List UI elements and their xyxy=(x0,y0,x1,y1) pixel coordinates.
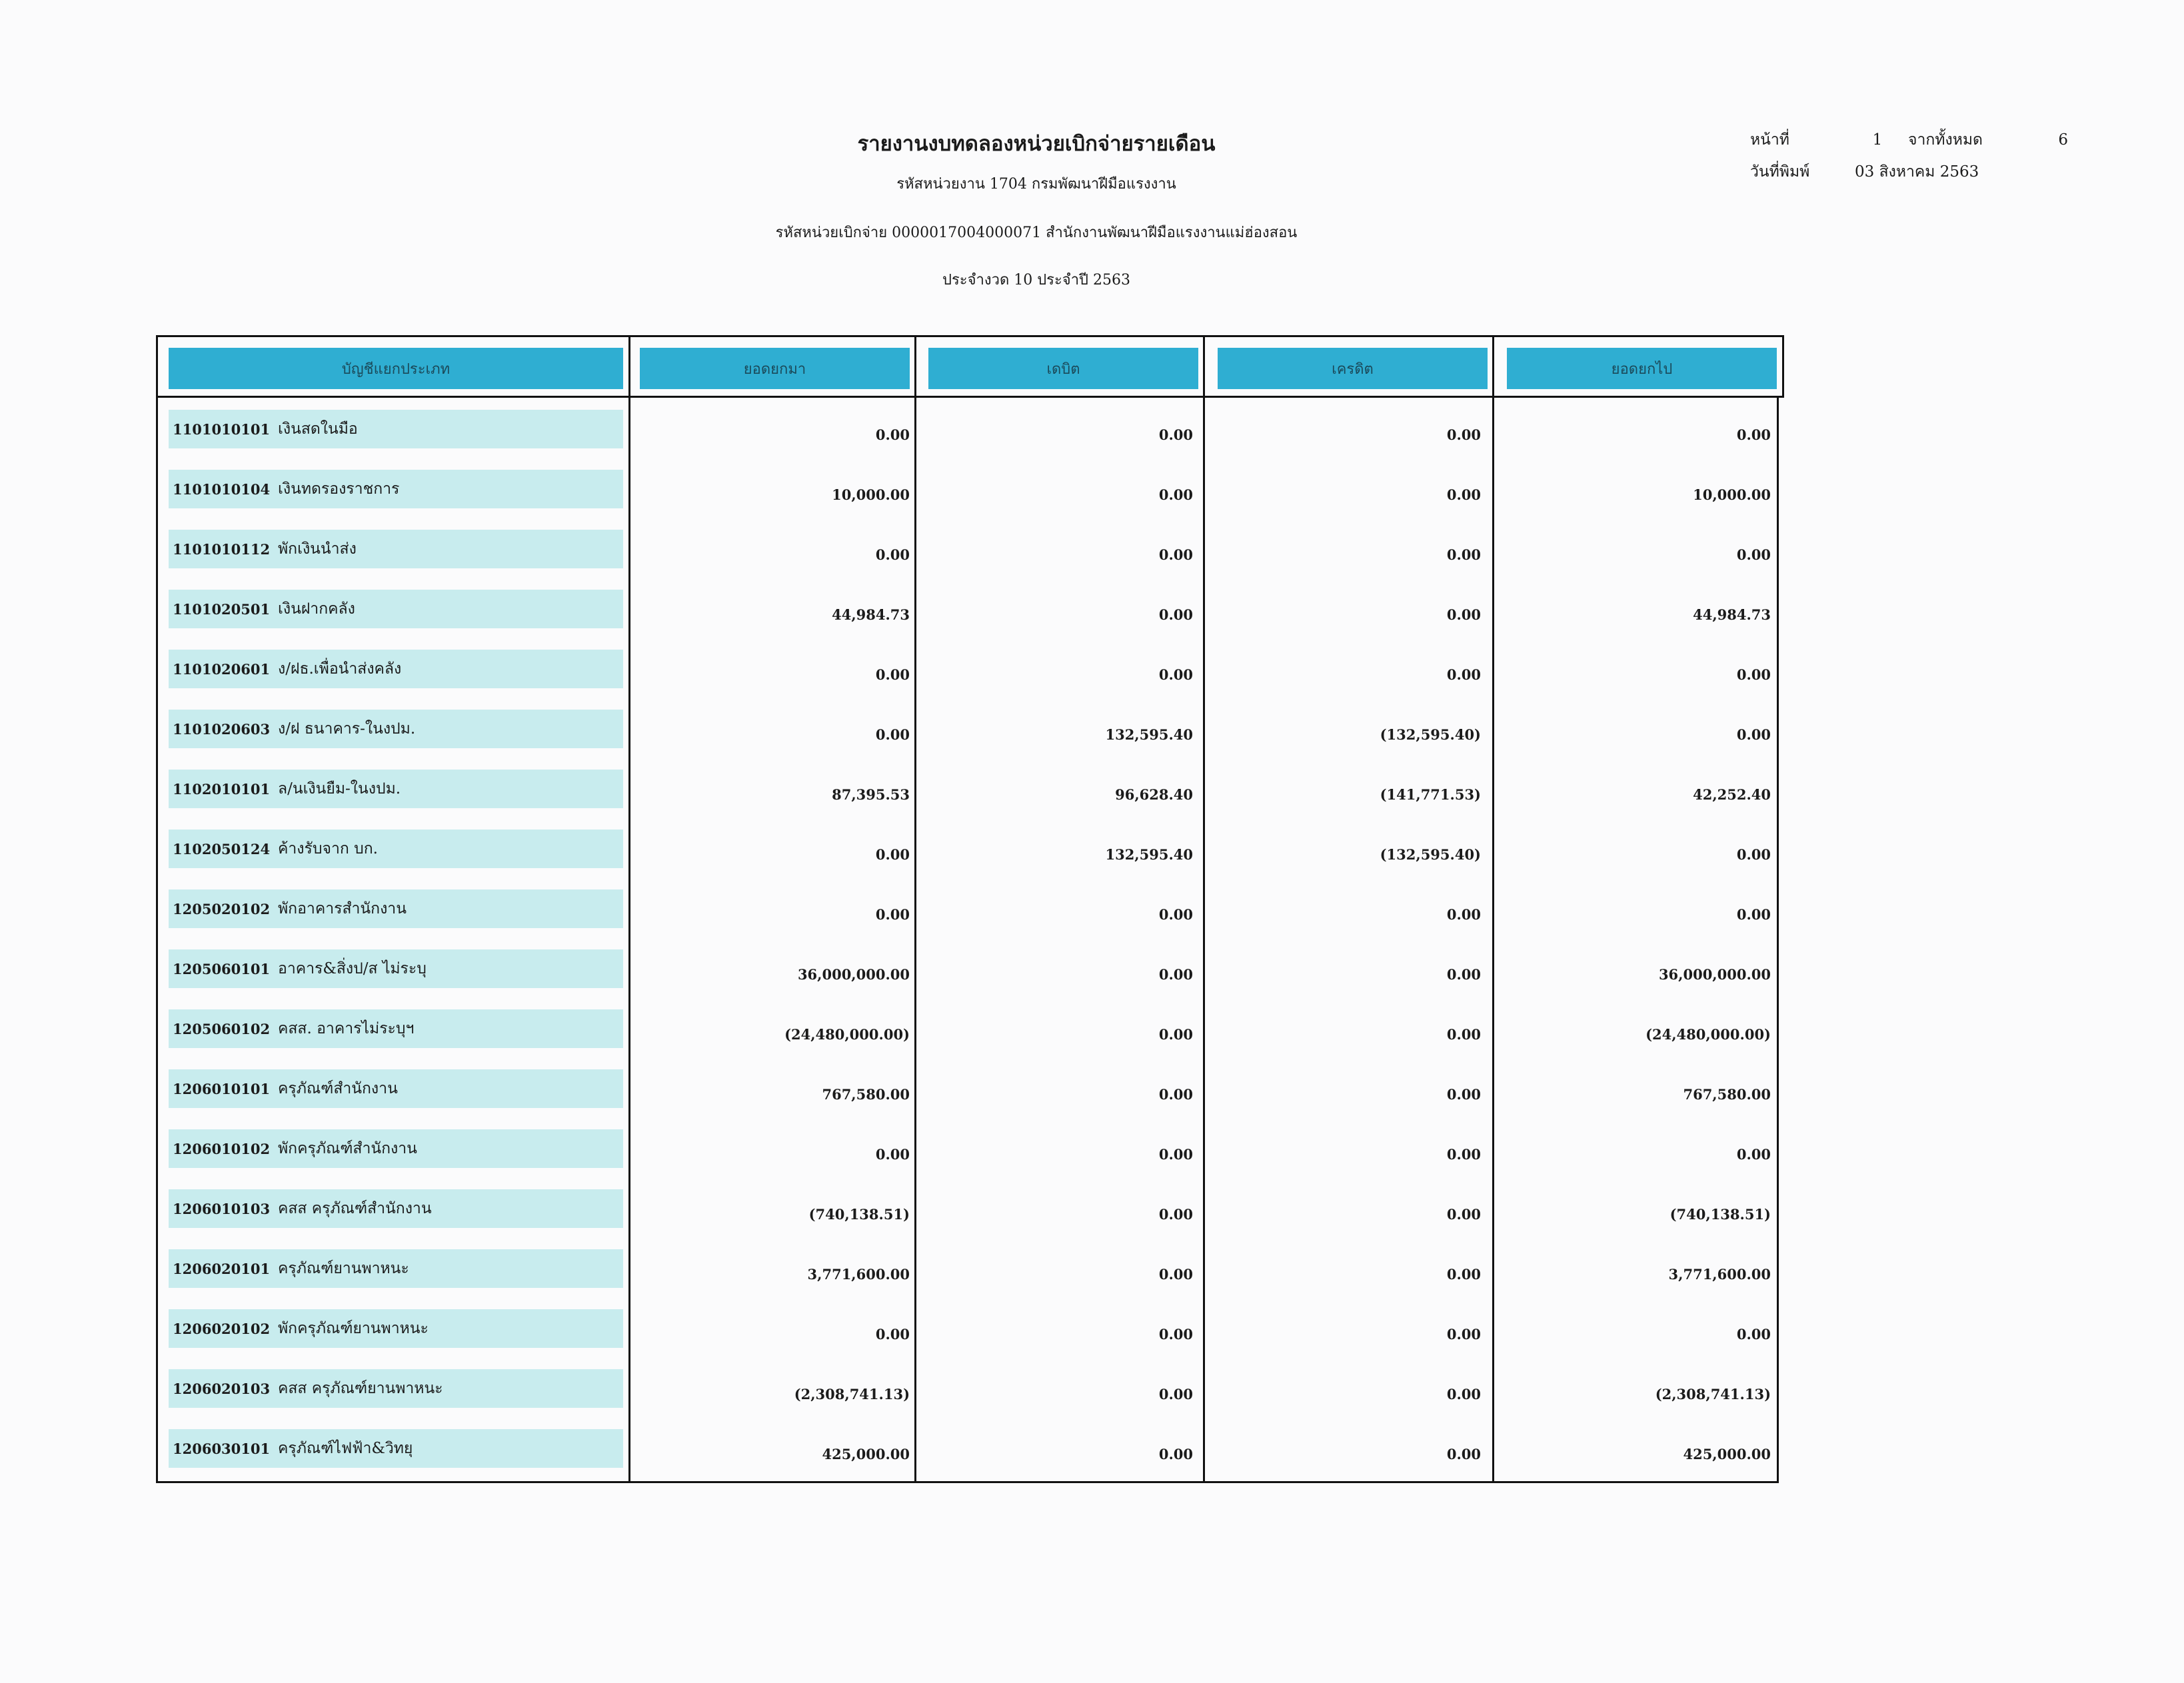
account-cell xyxy=(169,770,623,808)
account-cell xyxy=(169,949,623,988)
period-line: ประจำงวด 10 ประจำปี 2563 xyxy=(942,272,1130,288)
account-cell xyxy=(169,1069,623,1108)
closing-value: 36,000,000.00 xyxy=(1658,965,1771,983)
opening-value: 0.00 xyxy=(875,726,910,743)
account-name: ครุภัณฑ์ยานพาหนะ xyxy=(278,1260,409,1277)
table-row xyxy=(158,470,1781,508)
header-opening-balance: ยอดยกมา xyxy=(640,348,910,389)
closing-value: 0.00 xyxy=(1736,726,1771,743)
account-code: 1206010103 xyxy=(173,1200,271,1217)
account-name: เงินสดในมือ xyxy=(278,420,358,438)
account-cell xyxy=(169,590,623,628)
table-row xyxy=(158,889,1781,928)
account-code: 1101010104 xyxy=(173,480,271,498)
account-cell xyxy=(169,1189,623,1228)
credit-value: 0.00 xyxy=(1446,1145,1481,1163)
opening-value: 44,984.73 xyxy=(832,606,910,623)
credit-value: 0.00 xyxy=(1446,486,1481,503)
opening-value: 87,395.53 xyxy=(832,786,910,803)
account-cell xyxy=(169,710,623,748)
opening-value: 0.00 xyxy=(875,845,910,863)
print-date: 03 สิงหาคม 2563 xyxy=(1855,163,1979,181)
opening-value: (2,308,741.13) xyxy=(794,1385,910,1402)
account-name: อาคาร&สิ่งป/ส ไม่ระบุ xyxy=(278,960,427,977)
credit-value: 0.00 xyxy=(1446,1265,1481,1283)
account-cell xyxy=(169,650,623,688)
opening-value: 425,000.00 xyxy=(822,1445,910,1462)
closing-value: (740,138.51) xyxy=(1669,1205,1771,1223)
credit-value: 0.00 xyxy=(1446,666,1481,683)
table-row xyxy=(158,1429,1781,1468)
credit-value: 0.00 xyxy=(1446,546,1481,563)
total-label: จากทั้งหมด xyxy=(1908,131,1983,149)
table-row xyxy=(158,590,1781,628)
opening-value: 0.00 xyxy=(875,1325,910,1343)
credit-value: 0.00 xyxy=(1446,905,1481,923)
table-row xyxy=(158,830,1781,868)
account-code: 1101020603 xyxy=(173,720,271,738)
debit-value: 0.00 xyxy=(1158,606,1193,623)
account-code: 1102010101 xyxy=(173,780,271,798)
debit-value: 132,595.40 xyxy=(1105,726,1193,743)
closing-value: 0.00 xyxy=(1736,426,1771,443)
debit-value: 0.00 xyxy=(1158,666,1193,683)
account-code: 1205020102 xyxy=(173,900,271,917)
account-code: 1206010101 xyxy=(173,1080,271,1097)
account-name: คสส. อาคารไม่ระบุฯ xyxy=(278,1020,415,1037)
debit-value: 96,628.40 xyxy=(1115,786,1193,803)
opening-value: (740,138.51) xyxy=(808,1205,910,1223)
report-title: รายงานงบทดลองหน่วยเบิกจ่ายรายเดือน xyxy=(857,132,1216,156)
credit-value: (141,771.53) xyxy=(1380,786,1481,803)
closing-value: (24,480,000.00) xyxy=(1645,1025,1771,1043)
debit-value: 0.00 xyxy=(1158,546,1193,563)
closing-value: 0.00 xyxy=(1736,845,1771,863)
credit-value: 0.00 xyxy=(1446,1385,1481,1402)
account-name: เงินทดรองราชการ xyxy=(278,480,400,498)
account-code: 1206020102 xyxy=(173,1320,271,1337)
debit-value: 0.00 xyxy=(1158,1325,1193,1343)
account-cell xyxy=(169,1129,623,1168)
account-name: ล/นเงินยืม-ในงปม. xyxy=(278,780,401,798)
account-name: พักครุภัณฑ์สำนักงาน xyxy=(278,1140,417,1157)
unit-line: รหัสหน่วยเบิกจ่าย 0000017004000071 สำนักงานพัฒนาฝีมือแรงงานแม่ฮ่องสอน xyxy=(775,225,1298,241)
account-code: 1101010101 xyxy=(173,420,271,438)
account-name: ค้างรับจาก บก. xyxy=(278,840,378,857)
account-code: 1206020101 xyxy=(173,1260,271,1277)
account-code: 1206010102 xyxy=(173,1140,271,1157)
account-name: พักครุภัณฑ์ยานพาหนะ xyxy=(278,1320,429,1337)
closing-value: 0.00 xyxy=(1736,1325,1771,1343)
credit-value: 0.00 xyxy=(1446,1085,1481,1103)
credit-value: 0.00 xyxy=(1446,606,1481,623)
table-row xyxy=(158,1189,1781,1228)
account-name: ง/ฝ ธนาคาร-ในงปม. xyxy=(278,720,416,738)
account-code: 1205060102 xyxy=(173,1020,271,1037)
header-credit: เครดิต xyxy=(1218,348,1488,389)
page-label: หน้าที่ xyxy=(1750,131,1789,149)
account-name: คสส ครุภัณฑ์ยานพาหนะ xyxy=(278,1380,443,1397)
table-row xyxy=(158,530,1781,568)
credit-value: 0.00 xyxy=(1446,1325,1481,1343)
opening-value: 36,000,000.00 xyxy=(797,965,910,983)
table-row xyxy=(158,650,1781,688)
print-date-label: วันที่พิมพ์ xyxy=(1750,163,1810,181)
table-header xyxy=(156,335,1784,398)
closing-value: (2,308,741.13) xyxy=(1655,1385,1771,1402)
table-row xyxy=(158,1369,1781,1408)
debit-value: 0.00 xyxy=(1158,426,1193,443)
account-name: พักเงินนำส่ง xyxy=(278,540,357,558)
debit-value: 0.00 xyxy=(1158,1265,1193,1283)
closing-value: 767,580.00 xyxy=(1683,1085,1771,1103)
table-row xyxy=(158,949,1781,988)
account-name: คสส ครุภัณฑ์สำนักงาน xyxy=(278,1200,432,1217)
account-code: 1206030101 xyxy=(173,1440,271,1457)
account-code: 1101020501 xyxy=(173,600,271,618)
account-name: ครุภัณฑ์ไฟฟ้า&วิทยุ xyxy=(278,1440,413,1457)
closing-value: 0.00 xyxy=(1736,905,1771,923)
account-code: 1206020103 xyxy=(173,1380,271,1397)
closing-value: 0.00 xyxy=(1736,666,1771,683)
debit-value: 0.00 xyxy=(1158,905,1193,923)
credit-value: 0.00 xyxy=(1446,1205,1481,1223)
account-cell xyxy=(169,1249,623,1288)
account-cell xyxy=(169,530,623,568)
closing-value: 3,771,600.00 xyxy=(1668,1265,1771,1283)
debit-value: 0.00 xyxy=(1158,1385,1193,1402)
opening-value: 0.00 xyxy=(875,546,910,563)
opening-value: 767,580.00 xyxy=(822,1085,910,1103)
account-name: ง/ฝธ.เพื่อนำส่งคลัง xyxy=(278,660,402,678)
table-row xyxy=(158,1249,1781,1288)
table-row xyxy=(158,1069,1781,1108)
opening-value: 0.00 xyxy=(875,666,910,683)
credit-value: 0.00 xyxy=(1446,426,1481,443)
opening-value: 3,771,600.00 xyxy=(807,1265,910,1283)
account-cell xyxy=(169,1429,623,1468)
debit-value: 0.00 xyxy=(1158,486,1193,503)
closing-value: 42,252.40 xyxy=(1693,786,1771,803)
closing-value: 0.00 xyxy=(1736,546,1771,563)
account-cell xyxy=(169,889,623,928)
total-pages: 6 xyxy=(2058,131,2068,149)
account-name: พักอาคารสำนักงาน xyxy=(278,900,407,917)
account-code: 1102050124 xyxy=(173,840,271,857)
closing-value: 0.00 xyxy=(1736,1145,1771,1163)
table-row xyxy=(158,770,1781,808)
credit-value: (132,595.40) xyxy=(1380,845,1481,863)
header-closing-balance: ยอดยกไป xyxy=(1507,348,1777,389)
account-code: 1101010112 xyxy=(173,540,271,558)
table-row xyxy=(158,410,1781,448)
table-body xyxy=(156,398,1779,1483)
debit-value: 0.00 xyxy=(1158,1145,1193,1163)
debit-value: 0.00 xyxy=(1158,1205,1193,1223)
account-cell xyxy=(169,470,623,508)
account-cell xyxy=(169,1369,623,1408)
opening-value: 10,000.00 xyxy=(832,486,910,503)
account-cell xyxy=(169,830,623,868)
account-cell xyxy=(169,1009,623,1048)
credit-value: (132,595.40) xyxy=(1380,726,1481,743)
opening-value: (24,480,000.00) xyxy=(784,1025,910,1043)
header-account: บัญชีแยกประเภท xyxy=(169,348,623,389)
credit-value: 0.00 xyxy=(1446,1025,1481,1043)
opening-value: 0.00 xyxy=(875,905,910,923)
account-code: 1205060101 xyxy=(173,960,271,977)
header-debit: เดบิต xyxy=(928,348,1198,389)
debit-value: 0.00 xyxy=(1158,1445,1193,1462)
debit-value: 0.00 xyxy=(1158,965,1193,983)
account-name: ครุภัณฑ์สำนักงาน xyxy=(278,1080,398,1097)
credit-value: 0.00 xyxy=(1446,965,1481,983)
table-row xyxy=(158,1009,1781,1048)
agency-line: รหัสหน่วยงาน 1704 กรมพัฒนาฝีมือแรงงาน xyxy=(896,176,1176,193)
opening-value: 0.00 xyxy=(875,1145,910,1163)
debit-value: 0.00 xyxy=(1158,1085,1193,1103)
closing-value: 425,000.00 xyxy=(1683,1445,1771,1462)
account-cell xyxy=(169,1309,623,1348)
page-meta xyxy=(1750,124,2068,188)
debit-value: 132,595.40 xyxy=(1105,845,1193,863)
credit-value: 0.00 xyxy=(1446,1445,1481,1462)
table-row xyxy=(158,1129,1781,1168)
account-cell xyxy=(169,410,623,448)
page-number: 1 xyxy=(1872,131,1883,149)
closing-value: 44,984.73 xyxy=(1693,606,1771,623)
opening-value: 0.00 xyxy=(875,426,910,443)
account-name: เงินฝากคลัง xyxy=(278,600,355,618)
account-code: 1101020601 xyxy=(173,660,271,678)
table-row xyxy=(158,1309,1781,1348)
table-row xyxy=(158,710,1781,748)
debit-value: 0.00 xyxy=(1158,1025,1193,1043)
closing-value: 10,000.00 xyxy=(1693,486,1771,503)
